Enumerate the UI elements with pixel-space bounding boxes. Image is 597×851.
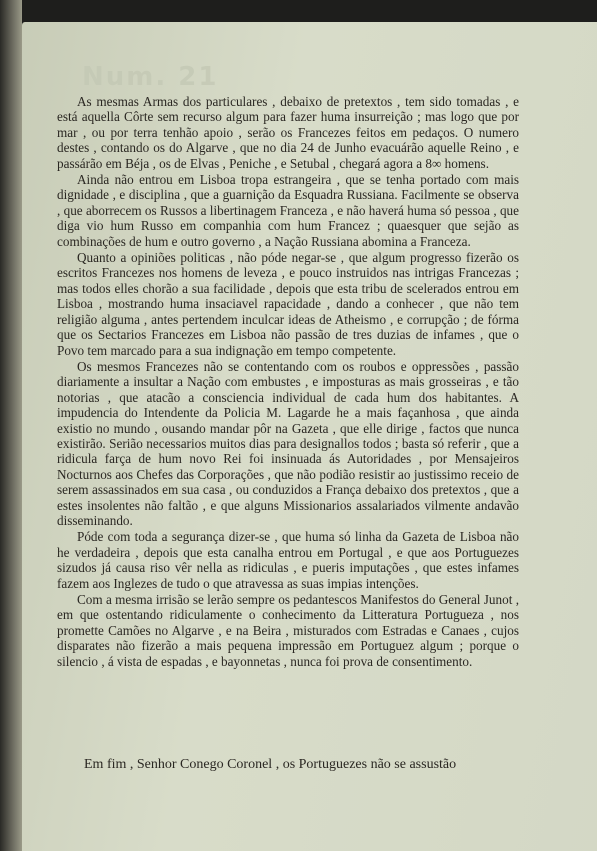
paragraph-6: Com a mesma irrisão se lerão sempre os pedantescos Manifestos do General Junot , em que ostentando ridiculamente o conhecimento da Litteratura Portugueza , nos promette Camões no Algarve , e na Beira , misturados com Estradas e Canaes , cujos disparates não fizerão a mais pequena impressão em Portuguez algum ; porque o silencio , á vista de espadas , e bayonnetas , nunca foi prova de consentimento. bbox=[57, 592, 519, 669]
paragraph-2: Ainda não entrou em Lisboa tropa estrangeira , que se tenha portado com mais dignidade , e disciplina , que a guarnição da Esquadra Russiana. Facilmente se observa , que aborrecem os Russos a libertinagem Franceza , e não haverá huma só pessoa , que diga vio hum Russo em companhia com hum Francez ; quaesquer que sejão as combinações de hum e outro governo , a Nação Russiana abomina a Franceza. bbox=[57, 172, 519, 249]
paragraph-3: Quanto a opiniões politicas , não póde negar-se , que algum progresso fizerão os escritos Francezes nos homens de leveza , e pouco instruidos nas intrigas Francezas ; mas todos elles chorão a sua facilidade , depois que esta tribu de scelerados entrou em Lisboa , mostrando huma insaciavel rapacidade , dando a conhecer , que não tem religião alguma , antes pertendem inculcar ideas de Atheismo , e corrupção ; de fórma que os Sectarios Francezes em Lisboa não passão de tres duzias de infames , que o Povo tem marcado para a sua indignação em tempo competente. bbox=[57, 250, 519, 358]
body-text bbox=[57, 94, 519, 670]
final-line: Em fim , Senhor Conego Coronel , os Portuguezes não se assustão bbox=[84, 757, 457, 772]
paragraph-1: As mesmas Armas dos particulares , debaixo de pretextos , tem sido tomadas , e está aquella Côrte sem recurso algum para fazer huma insurreição ; mas logo que por mar , ou por terra tenhão apoio , serão os Francezes feitos em pedaços. O numero destes , contando os do Algarve , que no dia 24 de Junho evacuárão aquelle Reino , e passárão em Béja , os de Elvas , Peniche , e Setubal , chegará agora a 8∞ homens. bbox=[57, 94, 519, 171]
faded-page-heading: Num. 21 bbox=[82, 62, 219, 92]
paragraph-5: Póde com toda a segurança dizer-se , que huma só linha da Gazeta de Lisboa não he verdadeira , depois que esta canalha entrou em Portugal , e que aos Portuguezes sizudos já causa riso vêr nella as ridiculas , e pueris imputações , que estes infames fazem aos Inglezes de tudo o que atravessa as suas impias intenções. bbox=[57, 529, 519, 591]
binding-edge bbox=[0, 0, 22, 851]
paragraph-4: Os mesmos Francezes não se contentando com os roubos e oppressões , passão diariamente a insultar a Nação com embustes , e imposturas as mais grosseiras , e tão notorias , que atacão a consciencia individual de cada hum dos habitantes. A impudencia do Intendente da Policia M. Lagarde he a mais façanhosa , que ainda existio no mundo , ousando mandar pôr na Gazeta , que elle dirige , factos que nunca existirão. Serião necessarios muitos dias para designallos todos ; basta só referir , que a ridicula farça de hum novo Rei foi insinuada ás Autoridades , por Mensajeiros Nocturnos aos Chefes das Corporações , que não podião resistir ao justissimo receio de serem assassinados em sua casa , ou conduzidos a França debaixo dos pretextos , que a estes insolentes não faltão , e que alguns Missionarios assalariados vilmente andavão disseminando. bbox=[57, 358, 519, 528]
